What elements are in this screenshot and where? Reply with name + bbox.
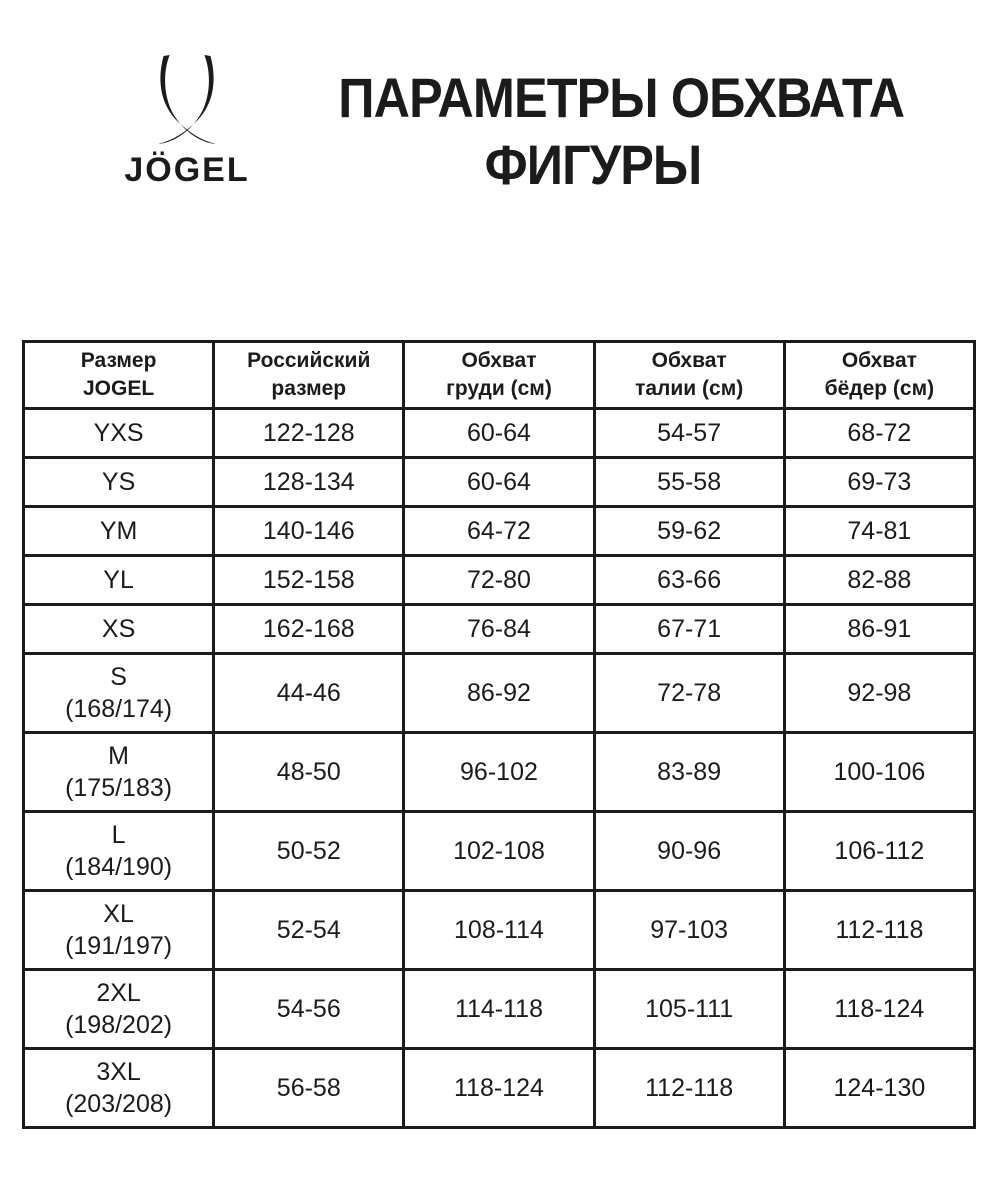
column-header-text: размер [271, 377, 347, 400]
size-height-range: (175/183) [65, 774, 173, 802]
cell-chest: 102-108 [404, 812, 594, 891]
size-label: 2XL [96, 978, 141, 1007]
cell-jogel-size: XS [24, 605, 214, 654]
cell-jogel-size: YL [24, 556, 214, 605]
cell-hips: 118-124 [784, 970, 974, 1049]
cell-waist: 112-118 [594, 1049, 784, 1128]
column-header-text: Обхват [461, 348, 537, 372]
column-header-text: бёдер (см) [824, 377, 935, 400]
cell-waist: 72-78 [594, 654, 784, 733]
size-height-range: (198/202) [65, 1011, 173, 1039]
table-row-yl [24, 556, 975, 605]
column-header-jogel-size [24, 342, 214, 409]
cell-waist: 67-71 [594, 605, 784, 654]
size-label: M [108, 741, 129, 770]
cell-jogel-size [24, 733, 214, 812]
size-label: XL [103, 899, 134, 928]
cell-jogel-size [24, 1049, 214, 1128]
cell-waist: 105-111 [594, 970, 784, 1049]
table-header-row [24, 342, 975, 409]
table-row-xs [24, 605, 975, 654]
cell-jogel-size [24, 654, 214, 733]
cell-hips: 92-98 [784, 654, 974, 733]
cell-chest: 64-72 [404, 507, 594, 556]
cell-chest: 118-124 [404, 1049, 594, 1128]
table-row-yxs [24, 409, 975, 458]
column-header-chest [404, 342, 594, 409]
cell-waist: 97-103 [594, 891, 784, 970]
cell-waist: 63-66 [594, 556, 784, 605]
cell-hips: 74-81 [784, 507, 974, 556]
cell-hips: 86-91 [784, 605, 974, 654]
table-row-ys [24, 458, 975, 507]
cell-hips: 106-112 [784, 812, 974, 891]
page-title-line2: ФИГУРЫ [484, 133, 702, 197]
cell-jogel-size: YM [24, 507, 214, 556]
table-row-2xl [24, 970, 975, 1049]
cell-chest: 86-92 [404, 654, 594, 733]
cell-waist: 90-96 [594, 812, 784, 891]
cell-hips: 112-118 [784, 891, 974, 970]
cell-jogel-size: YXS [24, 409, 214, 458]
column-header-russian-size [214, 342, 404, 409]
page-title [338, 64, 905, 198]
cell-hips: 100-106 [784, 733, 974, 812]
cell-waist: 83-89 [594, 733, 784, 812]
column-header-text: JOGEL [83, 377, 155, 400]
cell-hips: 68-72 [784, 409, 974, 458]
cell-waist: 59-62 [594, 507, 784, 556]
cell-russian-size: 140-146 [214, 507, 404, 556]
cell-russian-size: 44-46 [214, 654, 404, 733]
cell-waist: 55-58 [594, 458, 784, 507]
size-height-range: (168/174) [65, 695, 173, 723]
table-row-3xl [24, 1049, 975, 1128]
header [0, 0, 998, 340]
cell-chest: 72-80 [404, 556, 594, 605]
brand-logo-text: JÖGEL [124, 151, 250, 189]
table-row-xl [24, 891, 975, 970]
cell-hips: 69-73 [784, 458, 974, 507]
cell-russian-size: 48-50 [214, 733, 404, 812]
brand-logo [124, 54, 250, 187]
cell-chest: 60-64 [404, 409, 594, 458]
cell-hips: 124-130 [784, 1049, 974, 1128]
column-header-waist [594, 342, 784, 409]
column-header-text: Обхват [651, 348, 727, 372]
cell-waist: 54-57 [594, 409, 784, 458]
cell-chest: 96-102 [404, 733, 594, 812]
table-row-s [24, 654, 975, 733]
size-label: 3XL [96, 1057, 141, 1086]
cell-jogel-size [24, 891, 214, 970]
cell-chest: 60-64 [404, 458, 594, 507]
cell-russian-size: 122-128 [214, 409, 404, 458]
size-height-range: (203/208) [65, 1090, 173, 1118]
cell-chest: 114-118 [404, 970, 594, 1049]
page-title-line1: ПАРАМЕТРЫ ОБХВАТА [338, 66, 905, 129]
cell-jogel-size [24, 970, 214, 1049]
cell-russian-size: 50-52 [214, 812, 404, 891]
size-table [22, 340, 976, 1129]
table-row-l [24, 812, 975, 891]
column-header-text: Размер [80, 348, 157, 372]
cell-jogel-size: YS [24, 458, 214, 507]
size-label: S [110, 662, 127, 691]
table-row-m [24, 733, 975, 812]
cell-chest: 76-84 [404, 605, 594, 654]
size-height-range: (184/190) [65, 853, 173, 881]
cell-russian-size: 54-56 [214, 970, 404, 1049]
size-height-range: (191/197) [65, 932, 173, 960]
column-header-text: Обхват [841, 348, 917, 372]
column-header-text: груди (см) [446, 377, 552, 400]
cell-russian-size: 128-134 [214, 458, 404, 507]
cell-russian-size: 152-158 [214, 556, 404, 605]
column-header-text: Российский [247, 348, 371, 372]
cell-russian-size: 56-58 [214, 1049, 404, 1128]
cell-russian-size: 162-168 [214, 605, 404, 654]
table-row-ym [24, 507, 975, 556]
size-label: L [111, 820, 126, 849]
cell-jogel-size [24, 812, 214, 891]
column-header-hips [784, 342, 974, 409]
jogel-logo-icon [156, 54, 218, 148]
cell-hips: 82-88 [784, 556, 974, 605]
cell-russian-size: 52-54 [214, 891, 404, 970]
column-header-text: талии (см) [635, 377, 744, 400]
cell-chest: 108-114 [404, 891, 594, 970]
